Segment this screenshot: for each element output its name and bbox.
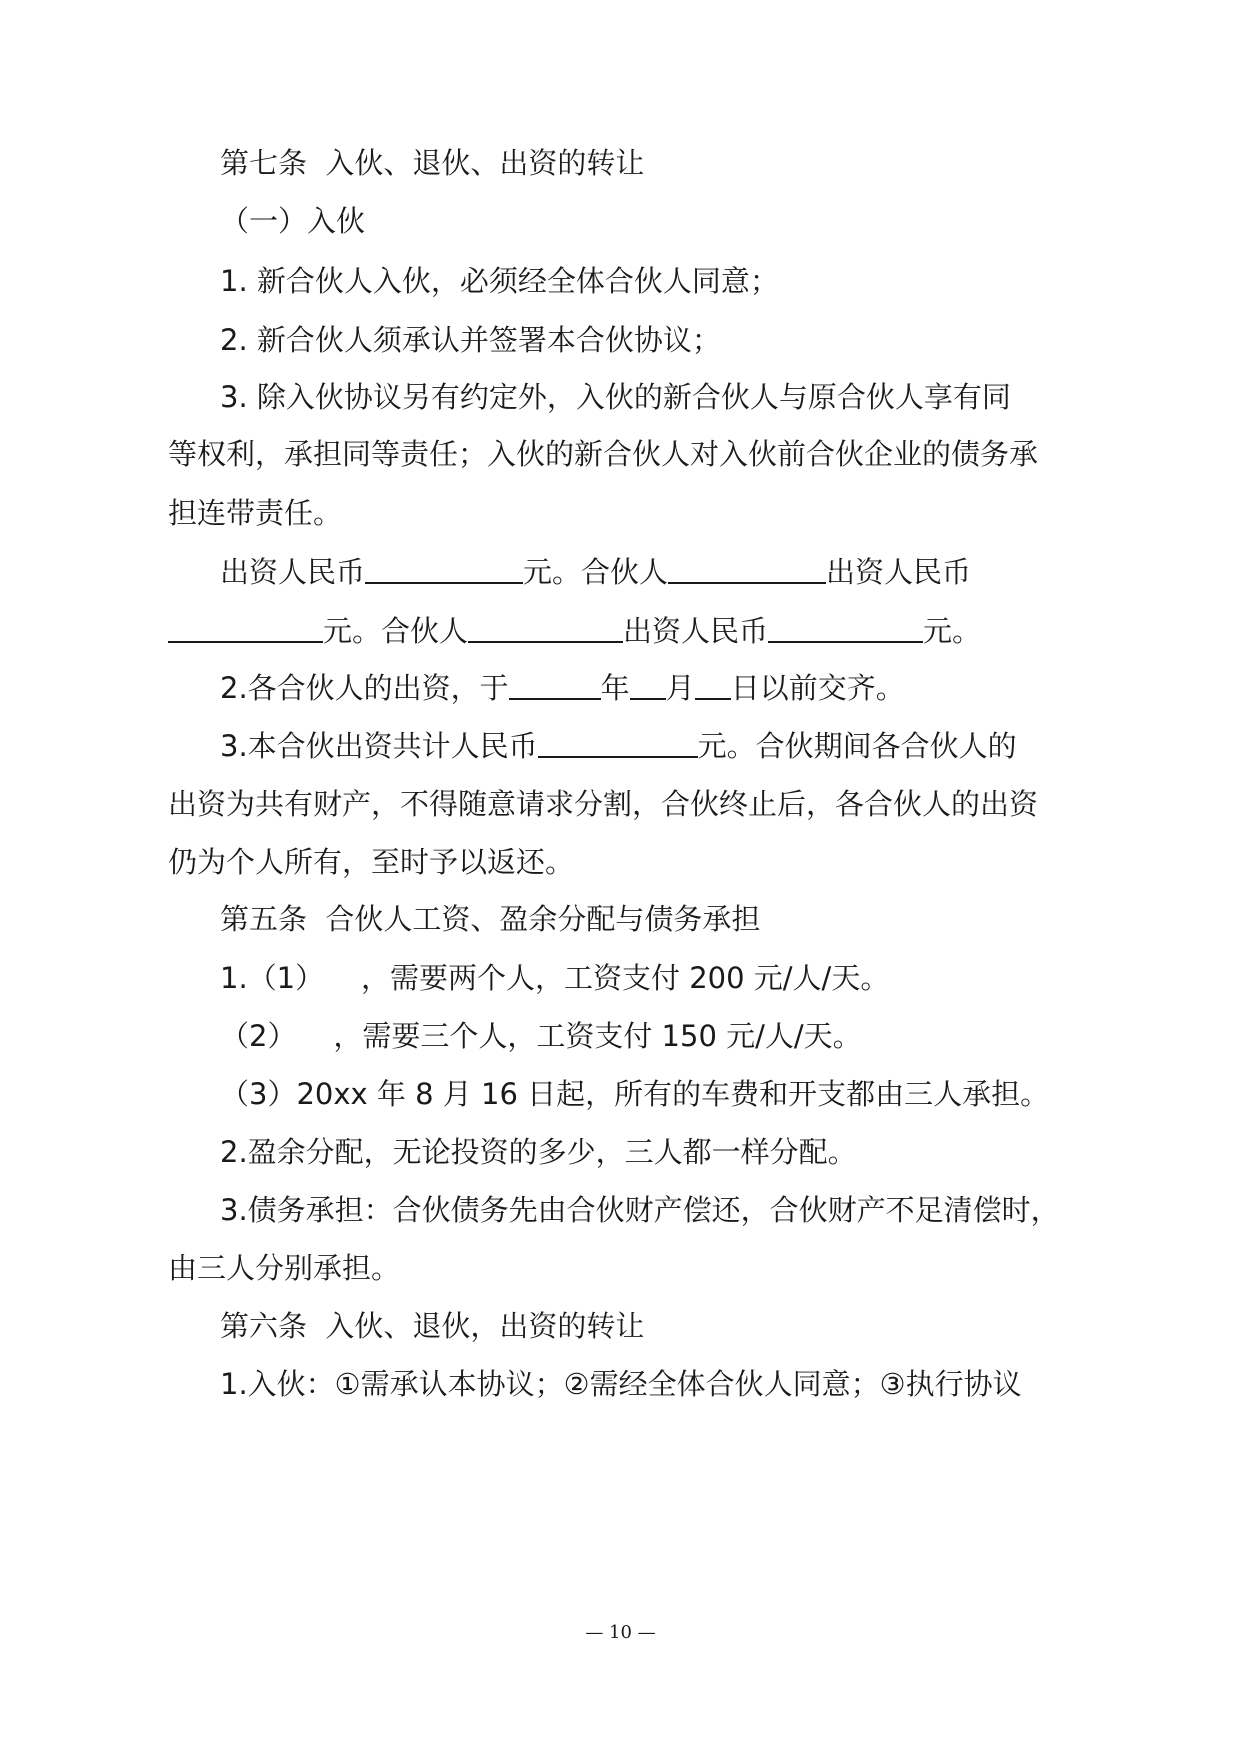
text-span: 年 bbox=[600, 671, 630, 705]
paragraph: （3）20xx 年 8 月 16 日起，所有的车费和开支都由三人承担。 bbox=[220, 1077, 1050, 1111]
paragraph: 仍为个人所有，至时予以返还。 bbox=[168, 845, 575, 879]
paragraph: （2） ，需要三个人，工资支付 150 元/人/天。 bbox=[220, 1019, 862, 1053]
paragraph: 2.盈余分配，无论投资的多少，三人都一样分配。 bbox=[220, 1135, 857, 1169]
contribution-line-2 bbox=[168, 611, 981, 651]
article-6-heading: 第六条 入伙、退伙，出资的转让 bbox=[220, 1309, 645, 1343]
text-span: 元。 bbox=[923, 614, 982, 648]
text-span: 元。合伙人 bbox=[523, 555, 669, 589]
article-7-heading: 第七条 入伙、退伙、出资的转让 bbox=[220, 146, 645, 180]
text-span: 月 bbox=[665, 671, 695, 705]
text-span: 出资人民币 bbox=[826, 555, 972, 589]
blank-field[interactable] bbox=[768, 613, 923, 643]
text-span: 出资人民币 bbox=[220, 555, 366, 589]
blank-field[interactable] bbox=[168, 613, 323, 643]
paragraph: 等权利，承担同等责任；入伙的新合伙人对入伙前合伙企业的债务承 bbox=[168, 437, 1039, 471]
text-span: 3.本合伙出资共计人民币 bbox=[220, 729, 538, 763]
text-span: 出资人民币 bbox=[623, 614, 769, 648]
paragraph: 由三人分别承担。 bbox=[168, 1251, 401, 1285]
blank-field[interactable] bbox=[468, 613, 623, 643]
article-5-heading: 第五条 合伙人工资、盈余分配与债务承担 bbox=[220, 902, 761, 936]
section-join-heading: （一）入伙 bbox=[220, 204, 366, 238]
paragraph: 出资为共有财产，不得随意请求分割，合伙终止后，各合伙人的出资 bbox=[168, 787, 1039, 821]
paragraph: 3. 除入伙协议另有约定外，入伙的新合伙人与原合伙人享有同 bbox=[220, 380, 1011, 414]
text-span: 2.各合伙人的出资，于 bbox=[220, 671, 509, 705]
paragraph: 3.债务承担：合伙债务先由合伙财产偿还，合伙财产不足清偿时， bbox=[220, 1193, 1060, 1227]
page-number: — 10 — bbox=[585, 1622, 656, 1643]
contribution-line-1 bbox=[220, 552, 971, 592]
blank-field[interactable] bbox=[538, 728, 698, 758]
paragraph: 1. 新合伙人入伙，必须经全体合伙人同意； bbox=[220, 264, 779, 298]
blank-field[interactable] bbox=[668, 554, 826, 584]
paragraph: 2. 新合伙人须承认并签署本合伙协议； bbox=[220, 323, 721, 357]
text-span: 元。合伙人 bbox=[323, 614, 469, 648]
contribution-date-line bbox=[220, 668, 905, 708]
blank-field[interactable] bbox=[365, 554, 523, 584]
paragraph: 1.入伙：①需承认本协议；②需经全体合伙人同意；③执行协议 bbox=[220, 1367, 1022, 1401]
total-contribution-line bbox=[220, 726, 1017, 766]
paragraph: 1.（1） ，需要两个人，工资支付 200 元/人/天。 bbox=[220, 961, 890, 995]
paragraph: 担连带责任。 bbox=[168, 496, 343, 530]
text-span: 日以前交齐。 bbox=[730, 671, 905, 705]
text-span: 元。合伙期间各合伙人的 bbox=[697, 729, 1017, 763]
blank-field[interactable] bbox=[509, 670, 601, 700]
blank-field[interactable] bbox=[695, 670, 731, 700]
blank-field[interactable] bbox=[630, 670, 666, 700]
